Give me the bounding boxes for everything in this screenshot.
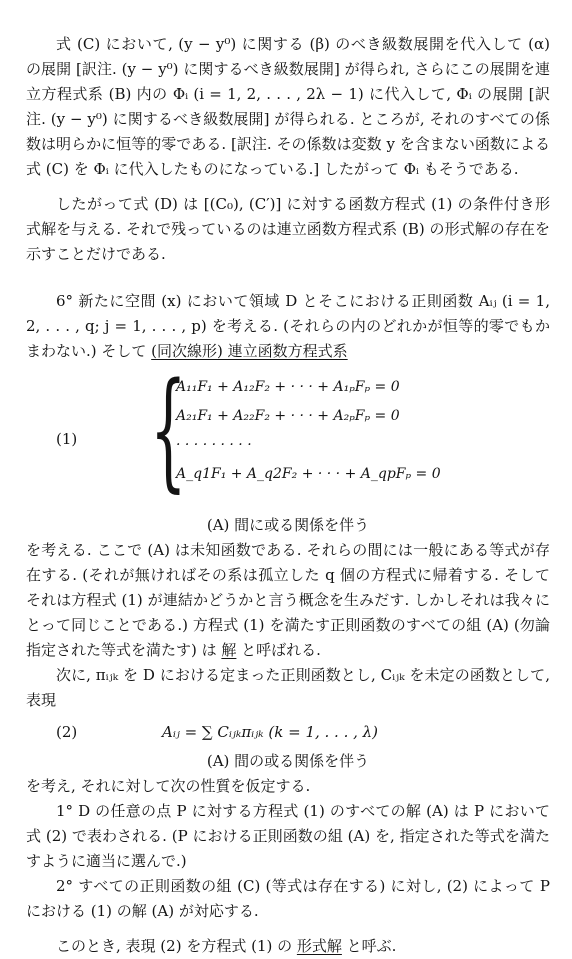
paragraph-unknown-functions — [26, 538, 550, 663]
equation-line: · · · · · · · · · — [176, 437, 252, 453]
equation-system-1 — [26, 356, 550, 511]
equation-line: A₂₁F₁ + A₂₂F₂ + · · · + A₂ₚFₚ = 0 — [176, 408, 400, 424]
paragraph-substitution: 式 (C) において, (y − y⁰) に関する (β) のべき級数展開を代入して (α) の展開 [訳注. (y − y⁰) に関するべき級数展開] が得られ, さらにこの展開を連立方程式系 (B) 内の Φᵢ (i = 1, 2, . . . , 2λ − 1) に代入して, Φᵢ の展開 [訳注. (y − y⁰) に関するべき級数展開] が得られる. ところが, それのすべての係数は明らかに恒等的零である. [訳注. その係数は変数 y を含まない函数による式 (C) を Φᵢ に代入したものになっている.] したがって Φᵢ もそうである. — [26, 35, 550, 178]
equation-2 — [26, 717, 550, 747]
paragraph-text: このとき, 表現 (2) を方程式 (1) の — [56, 937, 297, 955]
equation-1-caption: (A) 間に或る関係を伴う — [206, 516, 370, 534]
equation-line: A_q1F₁ + A_q2F₂ + · · · + A_qpFₚ = 0 — [176, 466, 441, 482]
paragraph-text: と呼ばれる. — [236, 641, 321, 659]
paragraph-section-6 — [26, 289, 550, 364]
property-item-1: 1° D の任意の点 P に対する方程式 (1) のすべての解 (A) は P において式 (2) で表わされる. (P における正則函数の組 (A) を, 指定された等式を満たすように適当に選んで.) — [26, 802, 550, 870]
paragraph-text: を考える. ここで (A) は未知函数である. それらの間には一般にある等式が存在する. (それが無ければその系は孤立した q 個の方程式に帰着する. そしてそれは方程式 (1) が連結かどうかと言う概念を生みだす. しかしそれは我々にとって同じことである.) 方程式 (1) を満たす正則函数のすべての組 (A) (勿論指定された等式を満たす) は — [26, 541, 550, 659]
equation-2-body: Aᵢⱼ = ∑ Cᵢⱼₖπᵢⱼₖ (k = 1, . . . , λ) — [162, 723, 379, 741]
paragraph-assumption: を考え, それに対して次の性質を仮定する. — [26, 777, 311, 795]
left-brace: { — [150, 356, 187, 505]
equation-2-caption: (A) 間の或る関係を伴う — [206, 752, 370, 770]
paragraph-definition — [26, 934, 550, 959]
equation-label-1: (1) — [56, 430, 78, 448]
underlined-term-solution: 解 — [221, 641, 237, 659]
underlined-term-linear-system: (同次線形) 連立函数方程式系 — [151, 342, 348, 360]
equation-line: A₁₁F₁ + A₁₂F₂ + · · · + A₁ₚFₚ = 0 — [176, 379, 400, 395]
property-item-2: 2° すべての正則函数の組 (C) (等式は存在する) に対し, (2) によって P における (1) の解 (A) が対応する. — [26, 877, 550, 920]
equation-label-2: (2) — [56, 723, 78, 741]
equation-lines — [176, 373, 441, 489]
underlined-term-formal-solution: 形式解 — [296, 937, 342, 955]
section-6-text: 6° 新たに空間 (x) において領域 D とそこにおける正則函数 Aᵢⱼ (i = 1, 2, . . . , q; j = 1, . . . , p) を考える. (それらの内のどれかが恒等的零でもかまわない.) そして — [26, 292, 550, 360]
paragraph-conclusion: したがって式 (D) は [(C₀), (C′)] に対する函数方程式 (1) の条件付き形式解を与える. それで残っているのは連立函数方程式系 (B) の形式解の存在を示すことだけである. — [26, 195, 550, 263]
paragraph-representation: 次に, πᵢⱼₖ を D における定まった正則函数とし, Cᵢⱼₖ を未定の函数として, 表現 — [26, 666, 550, 709]
paragraph-text: と呼ぶ. — [341, 937, 397, 955]
page-body — [26, 32, 550, 959]
